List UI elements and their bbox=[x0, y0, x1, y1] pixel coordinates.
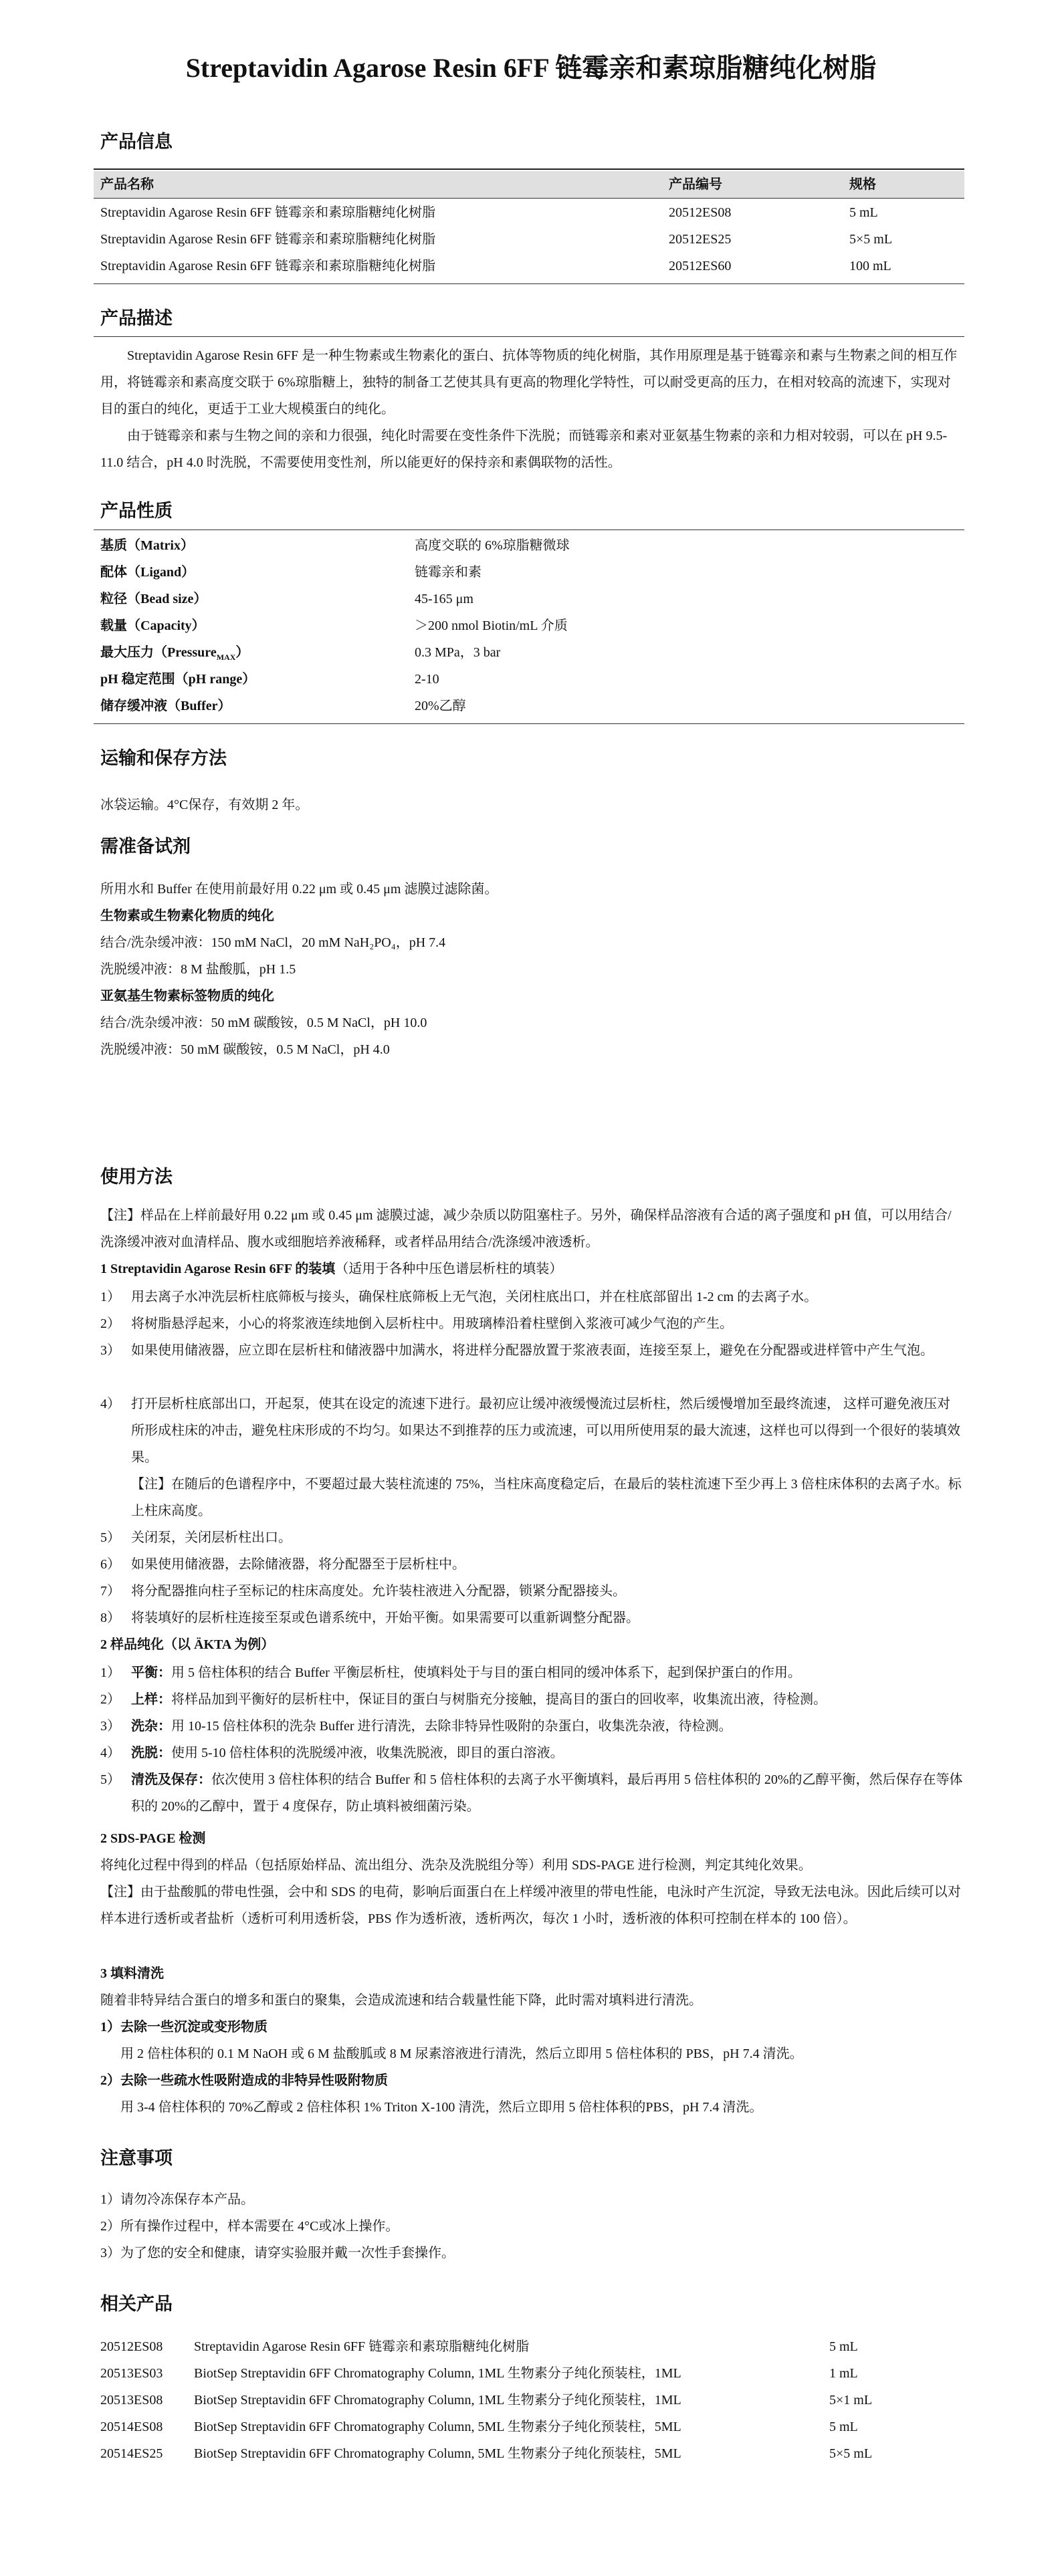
list-item bbox=[100, 1310, 963, 1337]
properties-bottom-rule bbox=[94, 723, 964, 724]
related-code: 20513ES03 bbox=[100, 2366, 163, 2381]
description-paragraph-1: Streptavidin Agarose Resin 6FF 是一种生物素或生物素化的蛋白、抗体等物质的纯化树脂，其作用原理是基于链霉亲和素与生物素之间的相互作用，将链霉亲和素高度交联于 6%琼脂糖上，独特的制备工艺使其具有更高的物理化学特性，可以耐受更高的压力，在相对较高的流速下，实现对目的蛋白的纯化，更适于工业大规模蛋白的纯化。 bbox=[100, 348, 958, 417]
list-number: 2） bbox=[100, 1316, 120, 1331]
property-value: 高度交联的 6%琼脂糖微球 bbox=[415, 538, 570, 553]
related-spec: 5×5 mL bbox=[829, 2446, 873, 2461]
list-number: 7） bbox=[100, 1584, 120, 1599]
product-code: 20512ES60 bbox=[669, 259, 732, 273]
property-label: 粒径（Bead size） bbox=[100, 592, 207, 606]
description-paragraph-2: 由于链霉亲和素与生物之间的亲和力很强，纯化时需要在变性条件下洗脱；而链霉亲和素对亚氨基生物素的亲和力相对较弱，可以在 pH 9.5-11.0 结合，pH 4.0 时洗脱，不需要使用变性剂，所以能更好的保持亲和素偶联物的活性。 bbox=[100, 429, 948, 470]
step-keyword: 平衡： bbox=[131, 1665, 171, 1680]
list-item bbox=[100, 1766, 963, 1820]
property-row bbox=[100, 639, 963, 666]
reagents-sub2-title: 亚氨基生物素标签物质的纯化 bbox=[100, 989, 274, 1004]
notes-item: 1）请勿冷冻保存本产品。 bbox=[100, 2192, 254, 2207]
property-label: 配体（Ligand） bbox=[100, 565, 195, 580]
table-row bbox=[100, 2414, 963, 2440]
product-code: 20512ES08 bbox=[669, 205, 732, 220]
related-heading: 相关产品 bbox=[100, 2294, 173, 2314]
list-text: 打开层析柱底部出口，开起泵，使其在设定的流速下进行。最初应让缓冲液缓慢流过层析柱，然后缓慢增加至最终流速， 这样可避免液压对所形成柱床的冲击，避免柱床形成的不均匀。如果达不到推荐的压力或流速，可以用所使用泵的最大流速，这样也可以得到一个很好的装填效果。 bbox=[131, 1397, 960, 1465]
list-item bbox=[100, 1551, 963, 1578]
method-section4-sub2-text: 用 3-4 倍柱体积的 70%乙醇或 2 倍柱体积 1% Triton X-100 清洗，然后立即用 5 倍柱体积的PBS，pH 7.4 清洗。 bbox=[120, 2100, 763, 2115]
list-number: 5） bbox=[100, 1530, 120, 1545]
related-spec: 5×1 mL bbox=[829, 2393, 873, 2408]
list-item bbox=[100, 1659, 963, 1686]
related-code: 20514ES08 bbox=[100, 2420, 163, 2434]
method-section4-sub1: 1）去除一些沉淀或变形物质 bbox=[100, 2020, 268, 2034]
col-header-name: 产品名称 bbox=[100, 177, 154, 192]
list-text: 将装填好的层析柱连接至泵或色谱系统中，开始平衡。如果需要可以重新调整分配器。 bbox=[131, 1611, 639, 1625]
storage-text: 冰袋运输。4°C保存，有效期 2 年。 bbox=[100, 798, 309, 812]
list-item bbox=[100, 1605, 963, 1631]
product-spec: 100 mL bbox=[849, 259, 891, 273]
property-label: 基质（Matrix） bbox=[100, 538, 194, 553]
property-label: 储存缓冲液（Buffer） bbox=[100, 699, 231, 713]
list-item bbox=[100, 1686, 963, 1713]
list-item bbox=[100, 1284, 963, 1310]
property-row bbox=[100, 559, 963, 586]
product-name: Streptavidin Agarose Resin 6FF 链霉亲和素琼脂糖纯化树脂 bbox=[100, 205, 436, 220]
step-text: 将样品加到平衡好的层析柱中，保证目的蛋白与树脂充分接触，提高目的蛋白的回收率，收集流出液，待检测。 bbox=[171, 1692, 827, 1707]
reagents-sub2-elution-buffer: 洗脱缓冲液：50 mM 碳酸铵，0.5 M NaCl，pH 4.0 bbox=[100, 1042, 390, 1057]
property-value: 45-165 μm bbox=[415, 592, 473, 606]
property-label-sub: MAX bbox=[216, 653, 236, 662]
method-section2-title: 2 样品纯化（以 ÄKTA 为例） bbox=[100, 1637, 275, 1652]
related-code: 20514ES25 bbox=[100, 2446, 163, 2461]
storage-heading: 运输和保存方法 bbox=[100, 748, 227, 768]
method-section1-title bbox=[100, 1256, 963, 1282]
product-info-header-row bbox=[94, 171, 964, 198]
list-item bbox=[100, 1337, 963, 1364]
method-section1-title-main: 1 Streptavidin Agarose Resin 6FF 的装填 bbox=[100, 1262, 336, 1276]
method-section3-title: 2 SDS-PAGE 检测 bbox=[100, 1831, 206, 1846]
table-row bbox=[100, 2333, 963, 2360]
list-text: 将分配器推向柱子至标记的柱床高度处。允许装柱液进入分配器，锁紧分配器接头。 bbox=[131, 1584, 626, 1599]
list-item bbox=[100, 1578, 963, 1605]
method-heading: 使用方法 bbox=[100, 1167, 173, 1187]
related-spec: 5 mL bbox=[829, 2339, 858, 2354]
method-section4-title: 3 填料清洗 bbox=[100, 1966, 164, 1981]
properties-heading: 产品性质 bbox=[100, 501, 173, 521]
table-row bbox=[100, 199, 963, 226]
related-code: 20512ES08 bbox=[100, 2339, 163, 2354]
related-spec: 5 mL bbox=[829, 2420, 858, 2434]
product-info-top-rule bbox=[94, 168, 964, 170]
method-section1-title-tail: （适用于各种中压色谱层析柱的填装） bbox=[335, 1262, 563, 1276]
table-row bbox=[100, 253, 963, 279]
list-number: 5） bbox=[100, 1772, 120, 1787]
related-code: 20513ES08 bbox=[100, 2393, 163, 2408]
list-text: 将树脂悬浮起来，小心的将浆液连续地倒入层析柱中。用玻璃棒沿着柱壁倒入浆液可减少气泡的产生。 bbox=[131, 1316, 733, 1331]
list-text: 如果使用储液器，去除储液器，将分配器至于层析柱中。 bbox=[131, 1557, 465, 1572]
list-text: 关闭泵，关闭层析柱出口。 bbox=[131, 1530, 292, 1545]
product-spec: 5 mL bbox=[849, 205, 878, 220]
property-row bbox=[100, 666, 963, 693]
product-info-heading: 产品信息 bbox=[100, 132, 173, 152]
property-value: 20%乙醇 bbox=[415, 699, 466, 713]
property-value: ＞200 nmol Biotin/mL 介质 bbox=[415, 618, 568, 633]
list-text: 用去离子水冲洗层析柱底筛板与接头，确保柱底筛板上无气泡，关闭柱底出口，并在柱底部留出 1-2 cm 的去离子水。 bbox=[131, 1290, 818, 1304]
list-number: 8） bbox=[100, 1611, 120, 1625]
reagents-sub2-binding-buffer: 结合/洗杂缓冲液：50 mM 碳酸铵，0.5 M NaCl，pH 10.0 bbox=[100, 1016, 427, 1030]
list-text bbox=[131, 1659, 963, 1686]
list-number: 4） bbox=[100, 1746, 120, 1760]
list-text: 如果使用储液器，应立即在层析柱和储液器中加满水，将进样分配器放置于浆液表面，连接至泵上，避免在分配器或进样管中产生气泡。 bbox=[131, 1343, 934, 1358]
list-item bbox=[100, 1391, 963, 1471]
property-value: 2-10 bbox=[415, 672, 439, 687]
step-text: 用 5 倍柱体积的结合 Buffer 平衡层析柱，使填料处于与目的蛋白相同的缓冲体系下，起到保护蛋白的作用。 bbox=[171, 1665, 801, 1680]
product-name: Streptavidin Agarose Resin 6FF 链霉亲和素琼脂糖纯化树脂 bbox=[100, 259, 436, 273]
list-number: 3） bbox=[100, 1719, 120, 1734]
list-item bbox=[100, 1740, 963, 1766]
property-label-end: ） bbox=[235, 645, 249, 660]
method-section4-sub1-text: 用 2 倍柱体积的 0.1 M NaOH 或 6 M 盐酸胍或 8 M 尿素溶液进行清洗，然后立即用 5 倍柱体积的 PBS，pH 7.4 清洗。 bbox=[120, 2046, 803, 2061]
reagents-sub1-binding-buffer: 结合/洗杂缓冲液：150 mM NaCl，20 mM NaH₂PO₄，pH 7.4 bbox=[100, 935, 446, 950]
method-section3-note: 【注】由于盐酸胍的带电性强，会中和 SDS 的电荷，影响后面蛋白在上样缓冲液里的带电性能，电泳时产生沉淀，导致无法电泳。因此后续可以对样本进行透析或者盐析（透析可利用透析袋，PBS 作为透析液，透析两次，每次 1 小时，透析液的体积可控制在样本的 100 倍）。 bbox=[100, 1885, 961, 1926]
product-info-header-rule bbox=[94, 198, 964, 199]
list-number: 4） bbox=[100, 1397, 120, 1411]
list-item bbox=[100, 1713, 963, 1740]
step-text: 使用 5-10 倍柱体积的洗脱缓冲液，收集洗脱液，即目的蛋白溶液。 bbox=[171, 1746, 564, 1760]
property-value: 链霉亲和素 bbox=[415, 565, 482, 580]
method-section4-text: 随着非特异结合蛋白的增多和蛋白的聚集，会造成流速和结合载量性能下降，此时需对填料进行清洗。 bbox=[100, 1993, 702, 2008]
list-number: 2） bbox=[100, 1692, 120, 1707]
reagents-intro: 所用水和 Buffer 在使用前最好用 0.22 μm 或 0.45 μm 滤膜过滤除菌。 bbox=[100, 882, 498, 897]
method-section4-sub2: 2）去除一些疏水性吸附造成的非特异性吸附物质 bbox=[100, 2073, 388, 2088]
notes-item: 2）所有操作过程中，样本需要在 4°C或冰上操作。 bbox=[100, 2219, 399, 2234]
step-keyword: 洗脱： bbox=[131, 1746, 171, 1760]
list-item bbox=[100, 1524, 963, 1551]
property-row bbox=[100, 612, 963, 639]
related-spec: 1 mL bbox=[829, 2366, 858, 2381]
reagents-sub1-elution-buffer: 洗脱缓冲液：8 M 盐酸胍，pH 1.5 bbox=[100, 962, 296, 977]
method-note-1: 【注】样品在上样前最好用 0.22 μm 或 0.45 μm 滤膜过滤，减少杂质以防阻塞柱子。另外，确保样品溶液有合适的离子强度和 pH 值，可以用结合/洗涤缓冲液对血清样品、腹水或细胞培养液稀释，或者样品用结合/洗涤缓冲液透析。 bbox=[100, 1208, 952, 1250]
step-keyword: 洗杂： bbox=[131, 1719, 171, 1734]
description-rule bbox=[94, 336, 964, 337]
product-code: 20512ES25 bbox=[669, 232, 732, 247]
table-row bbox=[100, 2387, 963, 2414]
list-number: 1） bbox=[100, 1665, 120, 1680]
property-row bbox=[100, 586, 963, 612]
reagents-heading: 需准备试剂 bbox=[100, 836, 191, 856]
related-name: BiotSep Streptavidin 6FF Chromatography Column, 1ML 生物素分子纯化预装柱，1ML bbox=[194, 2393, 681, 2408]
table-row bbox=[100, 2440, 963, 2467]
list-text bbox=[131, 1766, 963, 1820]
step-keyword: 上样： bbox=[131, 1692, 171, 1707]
step-text: 用 10-15 倍柱体积的洗杂 Buffer 进行清洗，去除非特异性吸附的杂蛋白，收集洗杂液，待检测。 bbox=[171, 1719, 732, 1734]
table-row bbox=[100, 226, 963, 253]
property-label: pH 稳定范围（pH range） bbox=[100, 672, 256, 687]
method-section1-note: 【注】在随后的色谱程序中，不要超过最大装柱流速的 75%，当柱床高度稳定后，在最后的装柱流速下至少再上 3 倍柱床体积的去离子水。标上柱床高度。 bbox=[131, 1477, 962, 1518]
table-row bbox=[100, 2360, 963, 2387]
notes-item: 3）为了您的安全和健康，请穿实验服并戴一次性手套操作。 bbox=[100, 2246, 455, 2260]
list-text bbox=[131, 1686, 963, 1713]
method-section3-text: 将纯化过程中得到的样品（包括原始样品、流出组分、洗杂及洗脱组分等）利用 SDS-PAGE 进行检测，判定其纯化效果。 bbox=[100, 1858, 812, 1873]
related-name: BiotSep Streptavidin 6FF Chromatography Column, 1ML 生物素分子纯化预装柱，1ML bbox=[194, 2366, 681, 2381]
list-text bbox=[131, 1713, 963, 1740]
col-header-spec: 规格 bbox=[849, 177, 876, 192]
list-number: 6） bbox=[100, 1557, 120, 1572]
notes-heading: 注意事项 bbox=[100, 2148, 173, 2168]
list-number: 1） bbox=[100, 1290, 120, 1304]
property-value: 0.3 MPa，3 bar bbox=[415, 645, 501, 660]
description-heading: 产品描述 bbox=[100, 308, 173, 328]
product-info-bottom-rule bbox=[94, 283, 964, 284]
related-name: Streptavidin Agarose Resin 6FF 链霉亲和素琼脂糖纯化树脂 bbox=[194, 2339, 530, 2354]
list-text bbox=[131, 1740, 963, 1766]
product-spec: 5×5 mL bbox=[849, 232, 893, 247]
step-text: 依次使用 3 倍柱体积的结合 Buffer 和 5 倍柱体积的去离子水平衡填料，最后再用 5 倍柱体积的 20%的乙醇平衡，然后保存在等体积的 20%的乙醇中，置于 4 度保存，防止填料被细菌污染。 bbox=[131, 1772, 963, 1814]
related-name: BiotSep Streptavidin 6FF Chromatography Column, 5ML 生物素分子纯化预装柱，5ML bbox=[194, 2446, 681, 2461]
product-name: Streptavidin Agarose Resin 6FF 链霉亲和素琼脂糖纯化树脂 bbox=[100, 232, 436, 247]
document-title: Streptavidin Agarose Resin 6FF 链霉亲和素琼脂糖纯化树脂 bbox=[185, 53, 877, 83]
property-label-main: 最大压力（Pressure bbox=[100, 645, 217, 660]
property-label: 载量（Capacity） bbox=[100, 618, 205, 633]
reagents-sub1-title: 生物素或生物素化物质的纯化 bbox=[100, 909, 274, 923]
related-name: BiotSep Streptavidin 6FF Chromatography Column, 5ML 生物素分子纯化预装柱，5ML bbox=[194, 2420, 681, 2434]
property-row bbox=[100, 532, 963, 559]
col-header-code: 产品编号 bbox=[669, 177, 722, 192]
step-keyword: 清洗及保存： bbox=[131, 1772, 211, 1787]
list-number: 3） bbox=[100, 1343, 120, 1358]
property-row bbox=[100, 693, 963, 719]
